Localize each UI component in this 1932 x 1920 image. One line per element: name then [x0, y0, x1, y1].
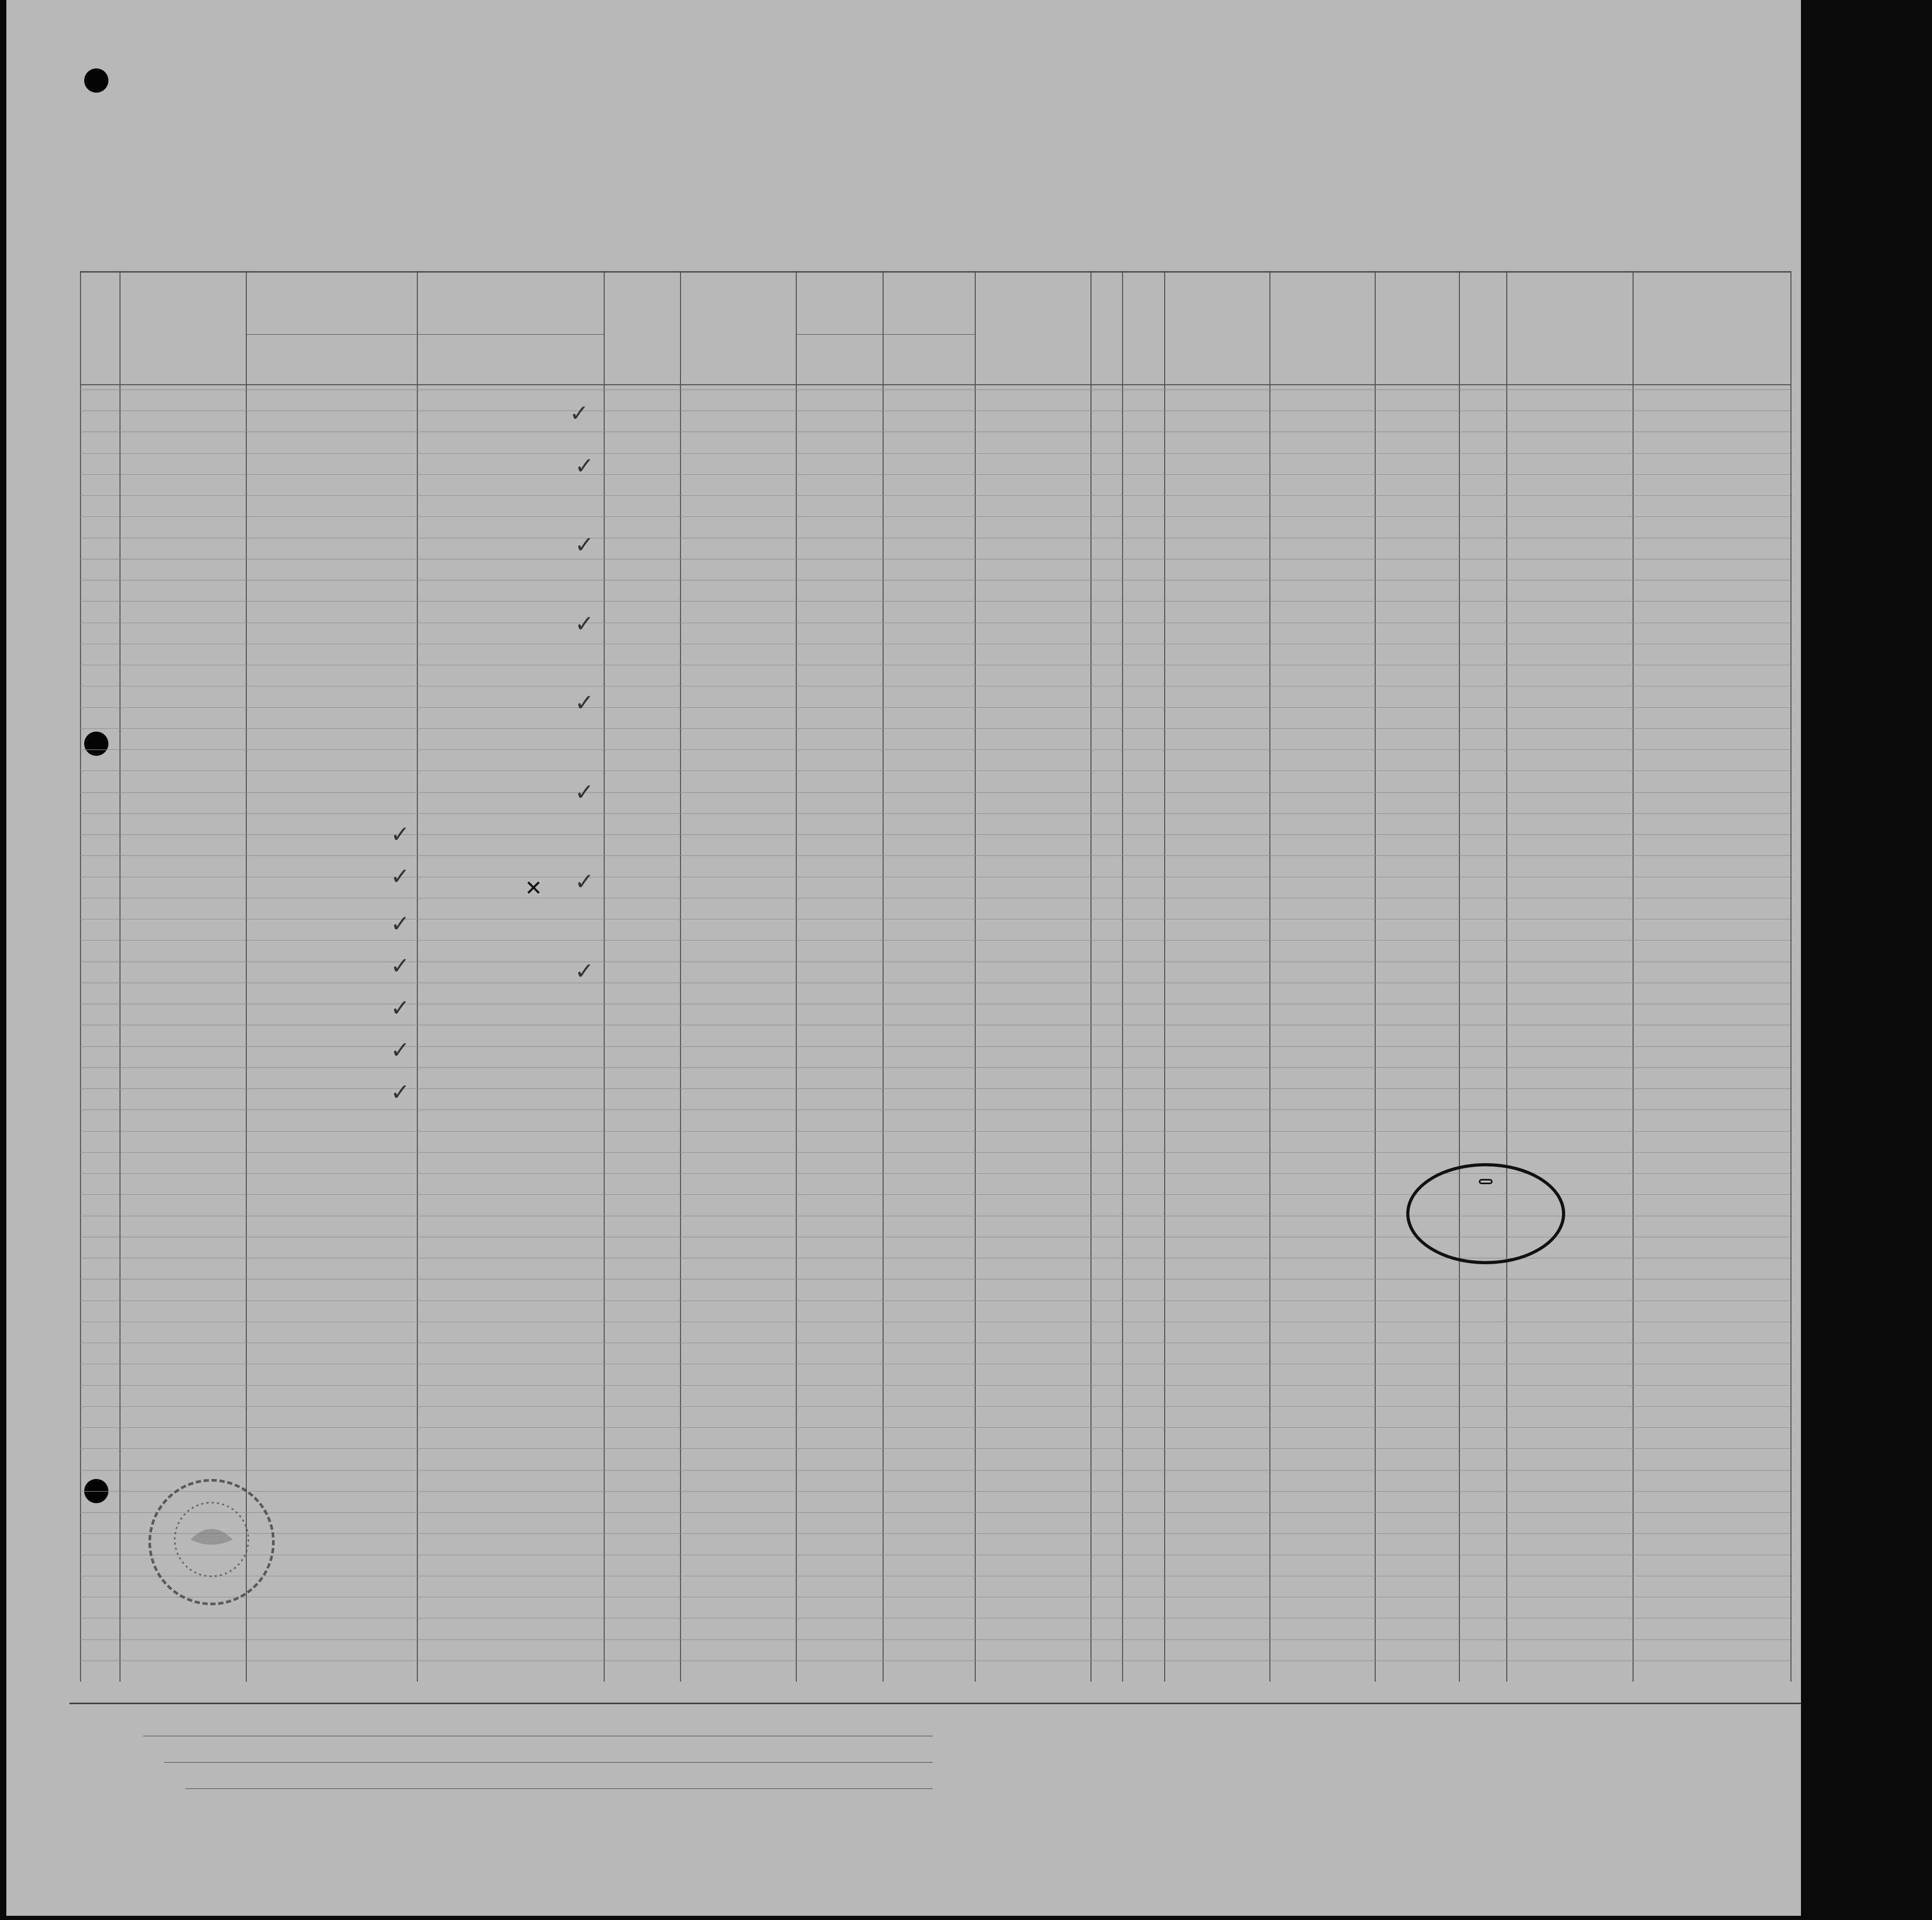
cross-mark-icon: ✕ — [525, 877, 543, 900]
ruled-line — [80, 749, 1790, 750]
ruled-line — [80, 707, 1790, 708]
checkmark-icon: ✓ — [575, 689, 594, 716]
ruled-line — [80, 855, 1790, 856]
ruled-line — [80, 1046, 1790, 1047]
checkmark-icon: ✓ — [391, 911, 410, 937]
ruled-line — [80, 1639, 1790, 1640]
mm-office-stamp — [1406, 1163, 1565, 1264]
checkmark-icon: ✓ — [575, 958, 594, 985]
checkmark-icon: ✓ — [569, 400, 589, 427]
ruled-line — [80, 1512, 1790, 1513]
ruled-line — [80, 792, 1790, 793]
ruled-line — [80, 474, 1790, 475]
ruled-line — [80, 728, 1790, 729]
punch-hole — [84, 732, 108, 756]
checkmark-icon: ✓ — [391, 1037, 410, 1064]
consulate-seal — [148, 1479, 275, 1605]
ruled-line — [80, 940, 1790, 941]
ruled-line — [80, 1427, 1790, 1428]
ruled-line — [80, 516, 1790, 517]
checkmark-icon: ✓ — [391, 1079, 410, 1106]
header-split-rule — [796, 334, 975, 335]
checkmark-icon: ✓ — [391, 821, 410, 848]
punch-hole — [84, 68, 108, 93]
ruled-line — [80, 1067, 1790, 1068]
header-rule — [80, 271, 1790, 273]
checkmark-icon: ✓ — [391, 863, 410, 890]
seal-eagle-icon — [154, 1482, 269, 1597]
footer-owners-rule — [164, 1762, 933, 1763]
header-split-rule — [246, 334, 604, 335]
ruled-line — [80, 1131, 1790, 1132]
voyage-line — [75, 232, 1801, 258]
ruled-line — [80, 813, 1790, 814]
ruled-line — [80, 1491, 1790, 1492]
checkmark-icon: ✓ — [391, 995, 410, 1022]
ruled-line — [80, 1470, 1790, 1471]
checkmark-icon: ✓ — [575, 453, 594, 479]
manifest-sheet — [6, 0, 1801, 1916]
ruled-line — [80, 1448, 1790, 1449]
ruled-line — [80, 1406, 1790, 1407]
footer-rule — [69, 1703, 1801, 1704]
ruled-line — [80, 580, 1790, 581]
ruled-line — [80, 1152, 1790, 1153]
checkmark-icon: ✓ — [575, 532, 594, 558]
ruled-line — [80, 601, 1790, 602]
ruled-line — [80, 1109, 1790, 1110]
checkmark-icon: ✓ — [575, 611, 594, 637]
header-rule — [80, 384, 1790, 385]
ruled-line — [80, 834, 1790, 835]
ruled-line — [80, 495, 1790, 496]
stamp-date — [1479, 1179, 1493, 1184]
checkmark-icon: ✓ — [575, 868, 594, 895]
ruled-line — [80, 1385, 1790, 1386]
ruled-line — [80, 1533, 1790, 1534]
ruled-line — [80, 389, 1790, 390]
checkmark-icon: ✓ — [391, 953, 410, 979]
footer-agents-rule — [185, 1788, 933, 1789]
ruled-line — [80, 1088, 1790, 1089]
checkmark-icon: ✓ — [575, 779, 594, 806]
ruled-line — [80, 453, 1790, 454]
column-rule — [1790, 271, 1791, 1682]
